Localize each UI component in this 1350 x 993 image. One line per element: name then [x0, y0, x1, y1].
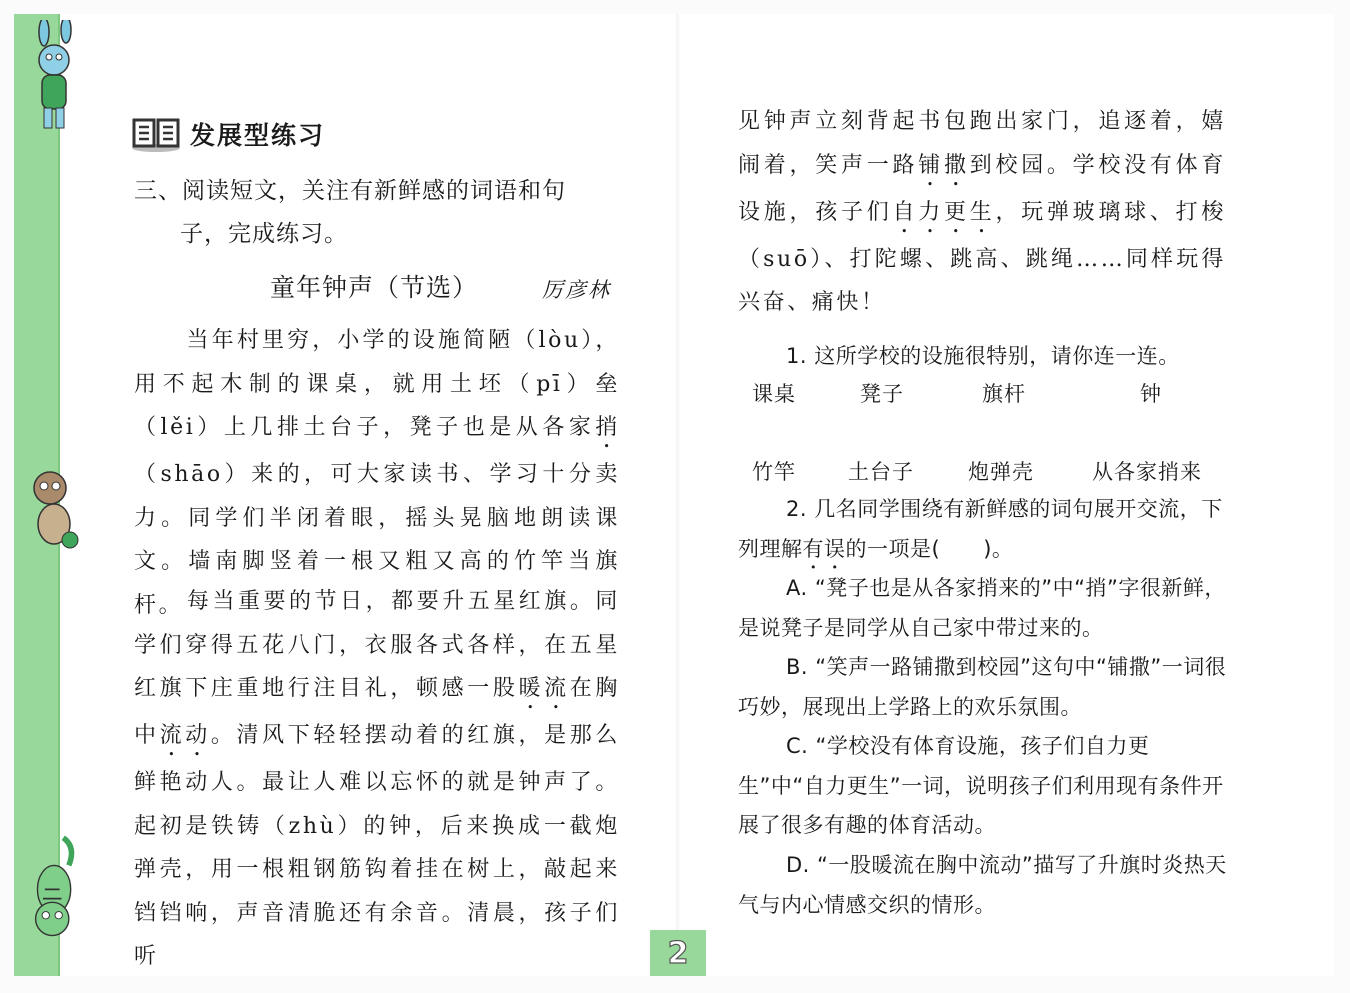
- paragraph-text: 见钟声立刻背起书包跑出家门，追逐着，嬉闹着，笑声一路: [738, 109, 1226, 178]
- tiger-mascot-icon: [24, 834, 86, 954]
- match-bottom-item[interactable]: 竹竿: [752, 460, 796, 484]
- option-text: A. “凳子也是从各家捎来的”中“捎”字很新鲜，是说凳子是同学从自己家中带过来的。: [738, 576, 1226, 640]
- article-author: 厉彦林: [542, 278, 611, 302]
- emphasized-word: 暖流: [518, 676, 570, 701]
- question-3-line1: 三、阅读短文，关注有新鲜感的词语和句: [134, 178, 566, 204]
- question-text: 的一项是( )。: [845, 536, 1014, 561]
- match-top-item[interactable]: 凳子: [860, 382, 904, 406]
- option-text: D. “一股暖流在胸中流动”描写了升旗时炎热天气与内心情感交织的情形。: [738, 853, 1227, 917]
- book-gutter: [676, 14, 680, 976]
- paragraph-text: ，玩弹玻璃球、打梭（suō）、打陀螺、跳高、跳绳……同样玩得兴奋、痛快！: [738, 199, 1226, 315]
- paragraph-text: 到校园。学校没有体育设施，孩子们: [738, 152, 1226, 225]
- question-2-prompt: [738, 490, 1228, 574]
- paragraph-text: 在胸中: [134, 676, 620, 748]
- book-icon: [130, 116, 182, 152]
- emphasized-word: 铺撒: [918, 152, 970, 178]
- section-title: 发展型练习: [190, 121, 326, 150]
- match-top-item[interactable]: 旗杆: [982, 382, 1026, 406]
- match-top-item[interactable]: 钟: [1140, 382, 1162, 406]
- emphasized-word: 流动: [159, 723, 211, 748]
- question-3-line2: 子，完成练习。: [180, 221, 348, 247]
- option-a[interactable]: [738, 569, 1228, 648]
- article-paragraph-continued: [738, 100, 1226, 325]
- emphasized-word: 捎: [595, 415, 620, 440]
- option-c[interactable]: [738, 727, 1228, 846]
- emphasized-word: 自力更生: [892, 199, 996, 225]
- question-text: 2. 几名同学围绕有新鲜感的词句展开交流，下列理解: [738, 497, 1223, 561]
- paragraph-text: （shāo）来的，可大家读书、学习十分卖力。同学们半闭着眼，摇头晃脑地朗读课文。墙南脚竖着一根又粗又高的竹竿当旗杆。: [134, 462, 620, 618]
- question-3-heading: [134, 170, 624, 256]
- match-bottom-item[interactable]: 土台子: [848, 460, 914, 484]
- rabbit-mascot-icon: [24, 20, 86, 140]
- option-text: B. “笑声一路铺撒到校园”这句中“铺撒”一词很巧妙，展现出上学路上的欢乐氛围。: [738, 655, 1227, 719]
- match-bottom-item[interactable]: 炮弹壳: [968, 460, 1034, 484]
- emphasized-word: 有误: [802, 536, 846, 561]
- article-title: 童年钟声（节选）: [270, 273, 479, 302]
- side-strip: [14, 14, 60, 976]
- paragraph-text: 当年村里穷，小学的设施简陋（lòu），用不起木制的课桌，就用土坯（pī）垒（lěi）上几排土台子，凳子也是从各家: [134, 328, 620, 440]
- question-1-prompt: 1. 这所学校的设施很特别，请你连一连。: [786, 344, 1180, 368]
- raccoon-mascot-icon: [24, 454, 86, 574]
- section-header: [130, 116, 325, 152]
- page-number: 2: [667, 935, 689, 971]
- match-bottom-item[interactable]: 从各家捎来: [1092, 460, 1202, 484]
- page-number-badge: [650, 930, 706, 976]
- article-paragraph-2: [134, 580, 620, 979]
- option-text: C. “学校没有体育设施，孩子们自力更生”中“自力更生”一词，说明孩子们利用现有条件开展了很多有趣的体育活动。: [738, 734, 1224, 837]
- match-top-item[interactable]: 课桌: [752, 382, 796, 406]
- option-b[interactable]: [738, 648, 1228, 727]
- paragraph-text: 每当重要的节日，都要升五星红旗。同学们穿得五花八门，衣服各式各样，在五星红旗下庄重地行注目礼，顿感一股: [134, 589, 620, 701]
- option-d[interactable]: [738, 846, 1228, 925]
- paragraph-text: 。清风下轻轻摆动着的红旗，是那么鲜艳动人。最让人难以忘怀的就是钟声了。起初是铁铸（zhù）的钟，后来换成一截炮弹壳，用一根粗钢筋钩着挂在树上，敲起来铛铛响，声音清脆还有余音。清晨，孩子们听: [134, 723, 620, 969]
